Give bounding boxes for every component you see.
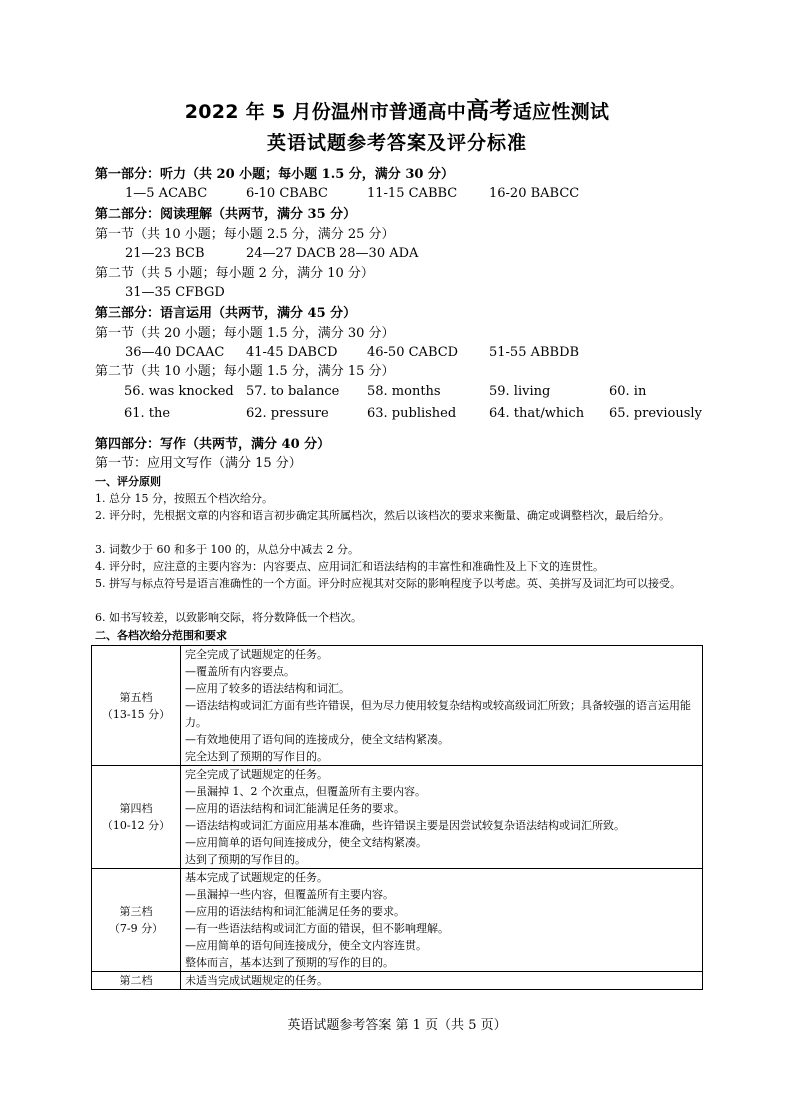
level-line: —语法结构或词汇方面有些许错误，但为尽力使用较复杂结构或较高级词汇所致；具备较强的语言运用能力。 <box>185 699 691 729</box>
level-range: （10-12 分） <box>101 819 171 832</box>
part2-heading: 第二部分：阅读理解（共两节，满分 35 分） <box>95 207 357 222</box>
table-row <box>92 646 703 766</box>
level-cell <box>92 766 181 869</box>
level-line: 整体而言，基本达到了预期的写作的目的。 <box>185 956 394 969</box>
principle-item: 1. 总分 15 分，按照五个档次给分。 <box>95 492 273 505</box>
answer-group: 41-45 DABCD <box>246 345 338 360</box>
level-line: —有效地使用了语句间的连接成分，使全文结构紧凑。 <box>185 733 449 746</box>
level-name: 第四档 <box>119 802 153 815</box>
part3-heading: 第三部分：语言运用（共两节，满分 45 分） <box>95 306 357 321</box>
level-name: 第五档 <box>119 690 153 704</box>
level-name: 第二档 <box>119 974 153 987</box>
fill-answer: 57. to balance <box>246 384 340 399</box>
page-footer: 英语试题参考答案 第 1 页（共 5 页） <box>287 1018 507 1033</box>
level-line: —应用简单的语句间连接成分，使全文结构紧凑。 <box>185 836 427 849</box>
level-cell <box>92 972 181 990</box>
level-line: —覆盖所有内容要点。 <box>185 665 295 678</box>
fill-answer: 62. pressure <box>246 406 329 421</box>
level-cell <box>92 646 181 766</box>
level-line: —语法结构或词汇方面应用基本准确，些许错误主要是因尝试较复杂语法结构或词汇所致。 <box>185 819 625 832</box>
part4-section1: 第一节：应用文写作（满分 15 分） <box>95 456 302 471</box>
part2-section2: 第二节（共 5 小题；每小题 2 分，满分 10 分） <box>95 266 374 281</box>
part3-section1: 第一节（共 20 小题；每小题 1.5 分，满分 30 分） <box>95 326 395 341</box>
level-line: —虽漏掉一些内容，但覆盖所有主要内容。 <box>185 888 394 901</box>
level-name: 第三档 <box>119 905 153 918</box>
answer-group: 11-15 CABBC <box>367 186 458 201</box>
principle-item: 5. 拼写与标点符号是语言准确性的一个方面。评分时应视其对交际的影响程度予以考虑。英、美拼写及词汇均可以接受。 <box>95 577 681 590</box>
level-line: 完全完成了试题规定的任务。 <box>185 648 328 661</box>
principle-item: 4. 评分时，应注意的主要内容为：内容要点、应用词汇和语法结构的丰富性和准确性及上下文的连贯性。 <box>95 560 604 573</box>
level-range: （13-15 分） <box>101 707 171 721</box>
principle-item: 3. 词数少于 60 和多于 100 的，从总分中减去 2 分。 <box>95 543 359 556</box>
level-line: 完全完成了试题规定的任务。 <box>185 768 328 781</box>
level-line: 基本完成了试题规定的任务。 <box>185 871 328 884</box>
part1-heading: 第一部分：听力（共 20 小题；每小题 1.5 分，满分 30 分） <box>95 167 454 182</box>
level-cell <box>92 869 181 972</box>
answer-group: 21—23 BCB <box>125 246 205 261</box>
title-prefix: 2022 年 5 月份温州市普通高中 <box>184 101 467 123</box>
part3-section2: 第二节（共 10 小题；每小题 1.5 分，满分 15 分） <box>95 364 395 379</box>
answer-group: 51-55 ABBDB <box>489 345 580 360</box>
part4-heading: 第四部分：写作（共两节，满分 40 分） <box>95 437 331 452</box>
answer-group: 16-20 BABCC <box>489 186 580 201</box>
answer-group: 28—30 ADA <box>339 246 419 261</box>
level-line: —应用了较多的语法结构和词汇。 <box>185 682 350 695</box>
level-line: —应用的语法结构和词汇能满足任务的要求。 <box>185 905 405 918</box>
level-line: —应用的语法结构和词汇能满足任务的要求。 <box>185 802 405 815</box>
answer-group: 6-10 CBABC <box>246 186 328 201</box>
level-line: 达到了预期的写作目的。 <box>185 853 306 866</box>
level-line: —有一些语法结构或词汇方面的错误，但不影响理解。 <box>185 922 449 935</box>
table-row <box>92 869 703 972</box>
level-description <box>181 646 703 766</box>
title-emphasis: 高考 <box>466 98 513 124</box>
level-description <box>181 869 703 972</box>
fill-answer: 65. previously <box>609 406 702 421</box>
fill-answer: 58. months <box>367 384 441 399</box>
part2-section1: 第一节（共 10 小题；每小题 2.5 分，满分 25 分） <box>95 227 395 242</box>
fill-answer: 59. living <box>489 384 551 399</box>
fill-answer: 63. published <box>367 406 457 421</box>
document-subtitle: 英语试题参考答案及评分标准 <box>266 132 527 154</box>
fill-answer: 56. was knocked <box>124 384 234 399</box>
answer-group: 46-50 CABCD <box>367 345 459 360</box>
document-title <box>0 92 794 125</box>
principles-title: 一、评分原则 <box>95 475 161 488</box>
fill-answer: 61. the <box>124 406 171 421</box>
principle-item: 2. 评分时，先根据文章的内容和语言初步确定其所属档次，然后以该档次的要求来衡量、确定或调整档次，最后给分。 <box>95 509 670 522</box>
answer-group: 1—5 ACABC <box>125 186 208 201</box>
answer-group: 31—35 CFBGD <box>125 285 225 300</box>
level-description <box>181 766 703 869</box>
fill-answer: 64. that/which <box>489 406 585 421</box>
level-description <box>181 972 703 990</box>
answer-group: 36—40 DCAAC <box>125 345 225 360</box>
table-row <box>92 972 703 990</box>
fill-answer: 60. in <box>609 384 647 399</box>
table-row <box>92 766 703 869</box>
answer-group: 24—27 DACB <box>246 246 336 261</box>
level-line: —虽漏掉 1、2 个次重点，但覆盖所有主要内容。 <box>185 785 426 798</box>
scoring-table <box>91 645 703 990</box>
title-suffix: 适应性测试 <box>512 101 610 123</box>
level-range: （7-9 分） <box>108 922 164 935</box>
principle-item: 6. 如书写较差，以致影响交际，将分数降低一个档次。 <box>95 611 362 624</box>
level-line: 完全达到了预期的写作目的。 <box>185 750 328 763</box>
level-line: 未适当完成试题规定的任务。 <box>185 974 328 987</box>
level-line: —应用简单的语句间连接成分，使全文内容连贯。 <box>185 939 427 952</box>
levels-title: 二、各档次给分范围和要求 <box>95 629 227 642</box>
